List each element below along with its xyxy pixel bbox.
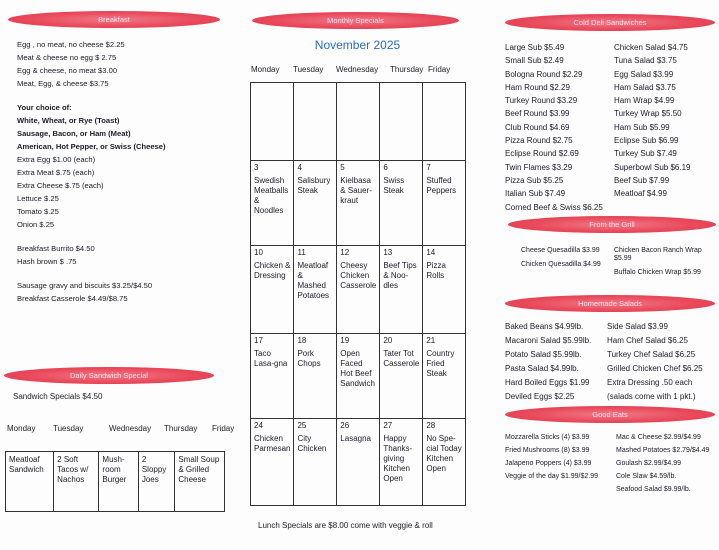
calendar-day (294, 334, 337, 419)
menu-item: Mac & Cheese $2.99/$4.99 (616, 434, 701, 441)
calendar-day (337, 419, 380, 506)
menu-item: Goulash $2.99/$4.99 (616, 460, 681, 467)
day-label: Wednesday (109, 424, 152, 433)
good-eats-left (505, 431, 598, 483)
day-number: 12 (340, 248, 350, 257)
menu-item: Baked Beans $4.99lb. (505, 322, 584, 331)
menu-item: Eclipse Round $2.69 (505, 149, 579, 159)
menu-item: Cheese Quesadilla $3.99 (521, 247, 600, 254)
day-special: No Spe-cial Today Kitchen Open (426, 434, 462, 473)
menu-item: Pizza Round $2.75 (505, 136, 573, 146)
menu-item: Eclipse Sub $6.99 (614, 136, 679, 146)
day-special: Beef Tips & Noo-dles (383, 261, 417, 290)
sandwich-cell: Meatloaf Sandwich (6, 452, 54, 512)
menu-item: Twin Flames $3.29 (505, 162, 573, 172)
calendar-day (380, 419, 423, 506)
sandwich-table (5, 451, 225, 512)
day-special: Meatloaf & Mashed Potatoes (297, 261, 330, 300)
menu-item: Large Sub $5.49 (505, 43, 565, 52)
menu-item: Egg & cheese, no meat $3.00 (17, 66, 118, 75)
salads-banner: Homemade Salads (505, 295, 715, 312)
day-number: 7 (426, 163, 431, 172)
sandwich-cell: Mush-room Burger (99, 452, 138, 512)
menu-item: Egg Salad $3.99 (614, 69, 674, 79)
calendar-week (251, 419, 466, 506)
menu-item: Deviled Eggs $2.25 (505, 392, 575, 401)
calendar-day (294, 419, 337, 506)
calendar-day (251, 161, 294, 246)
day-number: 18 (297, 336, 307, 345)
salads-right (607, 320, 703, 404)
menu-item: Turkey Sub $7.49 (614, 149, 677, 159)
calendar-day (380, 83, 423, 161)
day-label: Friday (428, 65, 451, 74)
menu-item: Ham Sub $5.99 (614, 122, 670, 132)
calendar-day (337, 83, 380, 161)
menu-item: Veggie of the day $1.99/$2.99 (505, 473, 599, 480)
day-special: Kielbasa & Sauer-kraut (340, 176, 372, 205)
day-number: 25 (297, 421, 307, 430)
menu-item: Potato Salad $5.99lb. (505, 350, 582, 359)
day-special: Lasagna (340, 434, 371, 443)
menu-item: Lettuce $.25 (17, 194, 59, 203)
menu-item: Your choice of: (17, 103, 72, 112)
menu-item: Extra Meat $.75 (each) (17, 168, 95, 177)
menu-item: Extra Egg $1.00 (each) (17, 155, 96, 164)
menu-item: Ham Wrap $4.99 (614, 96, 675, 106)
day-special: Pork Chops (297, 349, 321, 368)
day-label: Monday (7, 424, 36, 433)
day-number: 20 (383, 336, 393, 345)
day-special: Country Fried Steak (426, 349, 455, 378)
day-number: 17 (254, 336, 263, 345)
day-number: 24 (254, 421, 263, 430)
menu-item: American, Hot Pepper, or Swiss (Cheese) (17, 142, 166, 151)
calendar-day (294, 246, 337, 334)
day-number: 13 (383, 248, 393, 257)
calendar-day (380, 161, 423, 246)
cold-deli-left (505, 41, 603, 214)
menu-item: Onion $.25 (17, 220, 55, 229)
day-number: 19 (340, 336, 350, 345)
menu-item: Mashed Potatoes $2.79/$4.49 (616, 447, 710, 454)
grill-banner: From the Grill (508, 216, 716, 233)
day-label: Monday (251, 65, 280, 74)
sandwich-cell: 2 Soft Tacos w/ Nachos (54, 452, 99, 512)
day-number: 28 (426, 421, 436, 430)
day-special: Stuffed Peppers (426, 176, 457, 195)
cold-deli-right (614, 41, 691, 201)
menu-item: (salads come with 1 pkt.) (607, 392, 696, 401)
daily-sandwich-banner: Daily Sandwich Special (4, 367, 214, 384)
calendar-week (251, 246, 466, 334)
menu-item: Sausage gravy and biscuits $3.25/$4.50 (17, 281, 153, 290)
calendar-day (337, 334, 380, 419)
day-number: 6 (383, 163, 388, 172)
day-number: 14 (426, 248, 436, 257)
menu-item: Turkey Round $3.29 (505, 96, 578, 106)
day-label: Tuesday (53, 424, 84, 433)
menu-item: Breakfast Burrito $4.50 (17, 244, 95, 253)
day-special: Pizza Rolls (426, 261, 446, 280)
day-special: Cheesy Chicken Casserole (340, 261, 377, 290)
menu-item: Club Round $4.69 (505, 122, 570, 132)
menu-item: Sausage, Bacon, or Ham (Meat) (17, 129, 131, 138)
menu-item: Mozzarella Sticks (4) $3.99 (505, 434, 590, 441)
calendar-day (251, 246, 294, 334)
day-special: Swedish Meatballs & Noodles (254, 176, 289, 215)
day-number: 26 (340, 421, 350, 430)
menu-item: Meat & cheese no egg $ 2.75 (17, 53, 117, 62)
calendar-week (251, 334, 466, 419)
day-number: 21 (426, 336, 436, 345)
menu-item: Tuna Salad $3.75 (614, 56, 677, 66)
menu-item: Pizza Sub $5.25 (505, 175, 564, 185)
day-number: 27 (383, 421, 393, 430)
calendar-day (423, 83, 466, 161)
day-label: Wednesday (336, 65, 379, 74)
calendar-day (337, 161, 380, 246)
menu-item: Extra Cheese $.75 (each) (17, 181, 104, 190)
calendar-day (380, 334, 423, 419)
day-special: Chicken & Dressing (254, 261, 291, 280)
day-label: Friday (212, 424, 235, 433)
day-number: 4 (297, 163, 302, 172)
menu-item: Breakfast Casserole $4.49/$8.75 (17, 294, 128, 303)
good-eats-banner: Good Eats (505, 406, 715, 423)
month-title: November 2025 (314, 38, 401, 52)
calendar-day (294, 83, 337, 161)
calendar-day (251, 419, 294, 506)
calendar-day (423, 334, 466, 419)
calendar-day (251, 334, 294, 419)
calendar-days-header (251, 65, 468, 74)
calendar-day (423, 246, 466, 334)
day-special: City Chicken (297, 434, 327, 453)
sandwich-days-header (7, 424, 252, 433)
calendar-day (337, 246, 380, 334)
menu-item: Seafood Salad $9.99/lb. (616, 486, 691, 493)
menu-item: Fried Mushrooms (8) $3.99 (505, 447, 590, 454)
monthly-specials-banner: Monthly Specials (252, 12, 459, 29)
day-special: Open Faced Hot Beef Sandwich (340, 349, 375, 388)
day-number: 11 (297, 248, 306, 257)
menu-item: Cole Slaw $4.59/lb. (616, 473, 677, 480)
breakfast-list (17, 38, 166, 305)
menu-item: Chicken Salad $4.75 (614, 43, 688, 52)
salads-left (505, 320, 591, 404)
day-special: Taco Lasa-gna (254, 349, 288, 368)
day-label: Thursday (390, 65, 424, 74)
menu-item: Turkey Wrap $5.50 (614, 109, 682, 119)
menu-item: Ham Salad $3.75 (614, 82, 676, 92)
sandwich-cell: 2 Sloppy Joes (138, 452, 175, 512)
calendar-day (294, 161, 337, 246)
menu-item: Pasta Salad $4.99lb. (505, 364, 579, 373)
menu-item: Beef Round $3.99 (505, 109, 570, 119)
menu-item: Corned Beef & Swiss $6.25 (505, 202, 603, 212)
calendar (250, 82, 466, 506)
sandwich-specials-price: Sandwich Specials $4.50 (13, 392, 103, 401)
menu-item: Ham Chef Salad $6.25 (607, 336, 688, 345)
day-number: 10 (254, 248, 263, 257)
day-special: Salisbury Steak (297, 176, 331, 195)
calendar-week (251, 83, 466, 161)
day-number: 5 (340, 163, 345, 172)
menu-item: Chicken Bacon Ranch Wrap $5.99 (614, 247, 702, 262)
breakfast-banner: Breakfast (8, 11, 220, 28)
menu-item: Superbowl Sub $6.19 (614, 162, 691, 172)
day-label: Thursday (164, 424, 198, 433)
day-special: Swiss Steak (383, 176, 405, 195)
menu-item: Italian Sub $7.49 (505, 189, 566, 199)
menu-item: Grilled Chicken Chef $6.25 (607, 364, 703, 373)
day-label: Tuesday (293, 65, 324, 74)
menu-item: Side Salad $3.99 (607, 322, 668, 331)
menu-item: Small Sub $2.49 (505, 56, 564, 66)
menu-item: Macaroni Salad $5.99lb. (505, 336, 592, 345)
menu-item: Ham Round $2.29 (505, 82, 570, 92)
calendar-day (423, 161, 466, 246)
spacer (17, 90, 166, 101)
menu-item: Bologna Round $2.29 (505, 69, 583, 79)
day-special: Happy Thanks-giving Kitchen Open (383, 434, 413, 483)
calendar-day (251, 83, 294, 161)
good-eats-right (616, 431, 709, 496)
menu-item: Chicken Quesadilla $4.99 (521, 261, 601, 268)
menu-item: Buffalo Chicken Wrap $5.99 (614, 269, 701, 276)
day-special: Tater Tot Casserole (383, 349, 420, 368)
calendar-day (380, 246, 423, 334)
menu-item: Meatloaf $4.99 (614, 189, 667, 199)
lunch-footer: Lunch Specials are $8.00 come with veggie & roll (258, 521, 433, 530)
calendar-week (251, 161, 466, 246)
menu-item: Hard Boiled Eggs $1.99 (505, 378, 590, 387)
menu-item: Hash brown $ .75 (17, 257, 77, 266)
menu-item: White, Wheat, or Rye (Toast) (17, 116, 120, 125)
menu-item: Jalapeno Poppers (4) $3.99 (505, 460, 592, 467)
grill-right (614, 247, 714, 283)
day-number: 3 (254, 163, 259, 172)
spacer (17, 231, 166, 242)
cold-deli-banner: Cold Deli Sandwiches (505, 14, 715, 31)
menu-item: Turkey Chef Salad $6.25 (607, 350, 696, 359)
calendar-day (423, 419, 466, 506)
menu-item: Meat, Egg, & cheese $3.75 (17, 79, 109, 88)
grill-left (521, 247, 601, 275)
menu-item: Tomato $.25 (17, 207, 59, 216)
sandwich-cell: Small Soup & Grilled Cheese (175, 452, 225, 512)
spacer (17, 268, 166, 279)
menu-item: Extra Dressing .50 each (607, 378, 693, 387)
menu-item: Egg , no meat, no cheese $2.25 (17, 40, 125, 49)
day-special: Chicken Parmesan (254, 434, 291, 453)
menu-item: Beef Sub $7.99 (614, 175, 670, 185)
